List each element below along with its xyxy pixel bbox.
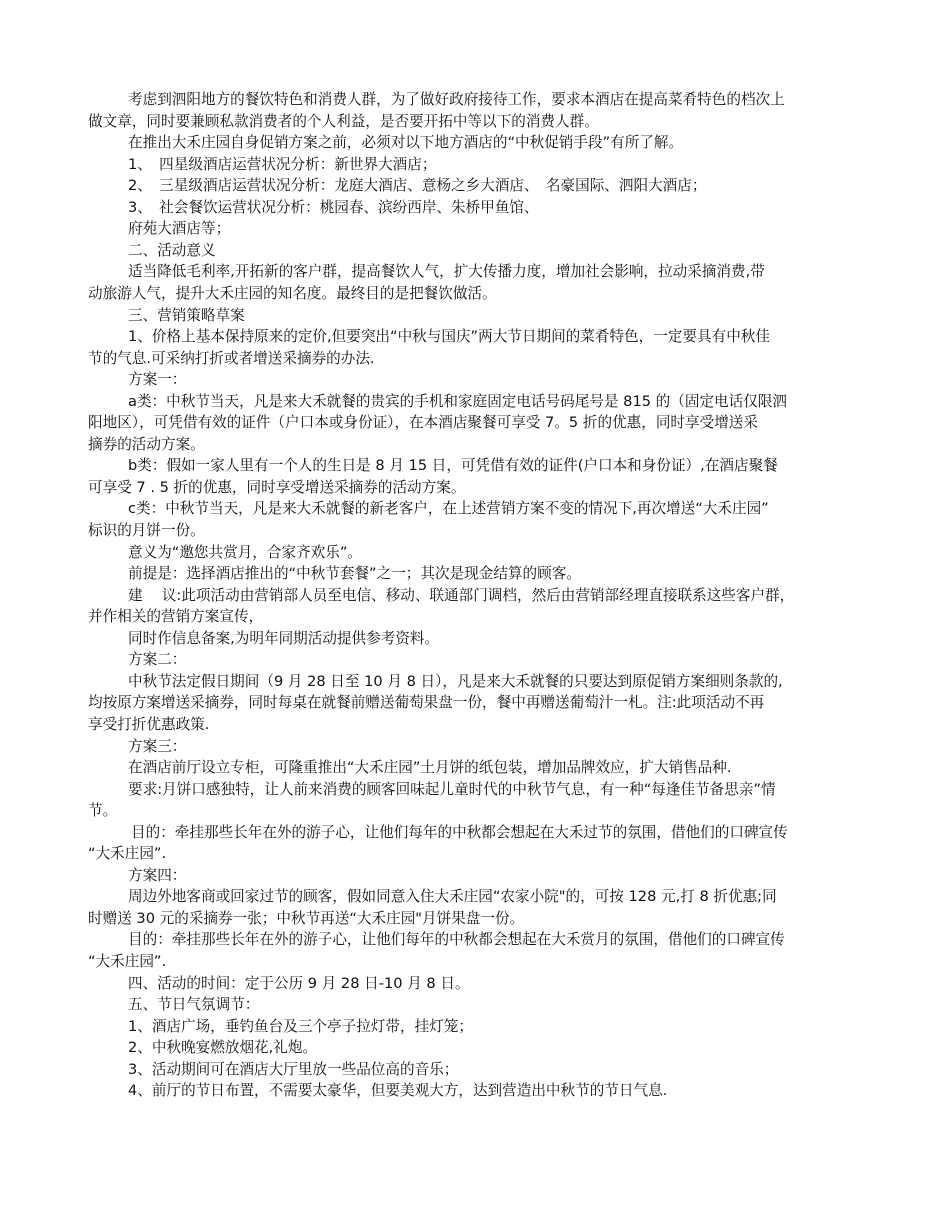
text-line: 方案四： bbox=[128, 866, 187, 884]
text-line: b类：假如一家人里有一个人的生日是 8 月 15 日，可凭借有效的证件(户口本和身份证）,在酒店聚餐 bbox=[128, 457, 778, 475]
text-line: 2、中秋晚宴燃放烟花,礼炮。 bbox=[128, 1039, 318, 1057]
text-line: 适当降低毛利率,开拓新的客户群，提高餐饮人气，扩大传播力度，增加社会影响，拉动采摘消费,带 bbox=[128, 263, 765, 281]
text-line: 可享受 7 . 5 折的优惠，同时享受增送采摘券的活动方案。 bbox=[88, 478, 466, 496]
text-line: “大禾庄园”. bbox=[88, 845, 167, 863]
text-line: 在推出大禾庄园自身促销方案之前，必须对以下地方酒店的“中秋促销手段”有所了解。 bbox=[128, 134, 684, 152]
text-line: 府苑大酒店等； bbox=[128, 220, 231, 238]
text-line: 均按原方案增送采摘券，同时每桌在就餐前赠送葡萄果盘一份，餐中再赠送葡萄汁一札。注:此项活动不再 bbox=[88, 694, 765, 712]
text-line: 1、 四星级酒店运营状况分析：新世界大酒店； bbox=[128, 155, 437, 173]
text-line: 中秋节法定假日期间（9 月 28 日至 10 月 8 日），凡是来大禾就餐的只要达到原促销方案细则条款的, bbox=[128, 672, 783, 690]
text-line: 前提是：选择酒店推出的“中秋节套餐”之一；其次是现金结算的顾客。 bbox=[128, 565, 581, 583]
text-line: 3、活动期间可在酒店大厅里放一些品位高的音乐； bbox=[128, 1060, 459, 1078]
text-line: 五、节日气氛调节： bbox=[128, 996, 260, 1014]
text-line: 标识的月饼一份。 bbox=[88, 522, 205, 539]
text-line: c类：中秋节当天，凡是来大禾就餐的新老客户，在上述营销方案不变的情况下,再次增送“大禾庄园” bbox=[128, 500, 769, 518]
text-line: 节。 bbox=[88, 802, 118, 820]
text-line: 动旅游人气，提升大禾庄园的知名度。最终目的是把餐饮做活。 bbox=[88, 284, 497, 302]
text-line: 4、前厅的节日布置，不需要太豪华，但要美观大方，达到营造出中秋节的节日气息. bbox=[128, 1082, 668, 1100]
text-line: 节的气息.可采纳打折或者增送采摘券的办法. bbox=[88, 349, 375, 367]
text-line: 二、活动意义 bbox=[128, 241, 216, 259]
text-line: 目的：牵挂那些长年在外的游子心，让他们每年的中秋都会想起在大禾赏月的氛围，借他们的口碑宣传 bbox=[128, 931, 785, 949]
text-line: 享受打折优惠政策. bbox=[88, 715, 210, 733]
text-line: 四、活动的时间：定于公历 9 月 28 日-10 月 8 日。 bbox=[128, 974, 470, 992]
text-line: 建 议:此项活动由营销部人员至电信、移动、联通部门调档，然后由营销部经理直接联系这些客户群， bbox=[128, 586, 795, 604]
text-line: 意义为“邀您共赏月，合家齐欢乐”。 bbox=[128, 543, 363, 561]
text-line: 3、 社会餐饮运营状况分析：桃园春、滨纷西岸、朱桥甲鱼馆、 bbox=[128, 198, 539, 216]
text-line: 目的：牵挂那些长年在外的游子心，让他们每年的中秋都会想起在大禾过节的氛围，借他们的口碑宣传 bbox=[131, 823, 788, 841]
text-line: 周边外地客商或回家过节的顾客，假如同意入住大禾庄园“农家小院"的，可按 128 元,打 8 折优惠;同 bbox=[128, 888, 777, 906]
text-line: 1、酒店广场，垂钓鱼台及三个亭子拉灯带，挂灯笼； bbox=[128, 1017, 473, 1035]
text-line: 同时作信息备案,为明年同期活动提供参考资料。 bbox=[128, 629, 440, 647]
text-line: 方案一： bbox=[128, 371, 187, 389]
text-line: 在酒店前厅设立专柜，可隆重推出“大禾庄园”土月饼的纸包装，增加品牌效应，扩大销售品种. bbox=[128, 759, 732, 777]
text-line: 摘券的活动方案。 bbox=[88, 435, 205, 453]
text-line: 方案二： bbox=[128, 651, 187, 669]
text-line: 1、价格上基本保持原来的定价,但要突出“中秋与国庆”两大节日期间的菜肴特色，一定要具有中秋佳 bbox=[128, 328, 770, 346]
text-line: 2、 三星级酒店运营状况分析：龙庭大酒店、意杨之乡大酒店、 名豪国际、泗阳大酒店； bbox=[128, 177, 707, 195]
text-line: 方案三： bbox=[128, 737, 187, 755]
text-line: 三、营销策略草案 bbox=[128, 306, 245, 324]
text-line: 考虑到泗阳地方的餐饮特色和消费人群，为了做好政府接待工作，要求本酒店在提高菜肴特色的档次上 bbox=[128, 91, 785, 108]
text-line: a类：中秋节当天，凡是来大禾就餐的贵宾的手机和家庭固定电话号码尾号是 815 的（固定电话仅限泗 bbox=[128, 392, 788, 410]
text-line: 时赠送 30 元的采摘券一张；中秋节再送“大禾庄园"月饼果盘一份。 bbox=[88, 909, 525, 927]
text-line: 要求:月饼口感独特，让人前来消费的顾客回味起儿童时代的中秋节气息，有一种“每逢佳节备思亲”情 bbox=[128, 780, 776, 798]
text-line: 阳地区），可凭借有效的证件（户口本或身份证），在本酒店聚餐可享受 7。5 折的优惠，同时享受增送采 bbox=[88, 414, 758, 432]
text-line: 并作相关的营销方案宣传， bbox=[88, 608, 264, 626]
text-line: 做文章，同时要兼顾私款消费者的个人利益，是否要开拓中等以下的消费人群。 bbox=[88, 112, 599, 130]
text-line: “大禾庄园”. bbox=[88, 953, 167, 970]
